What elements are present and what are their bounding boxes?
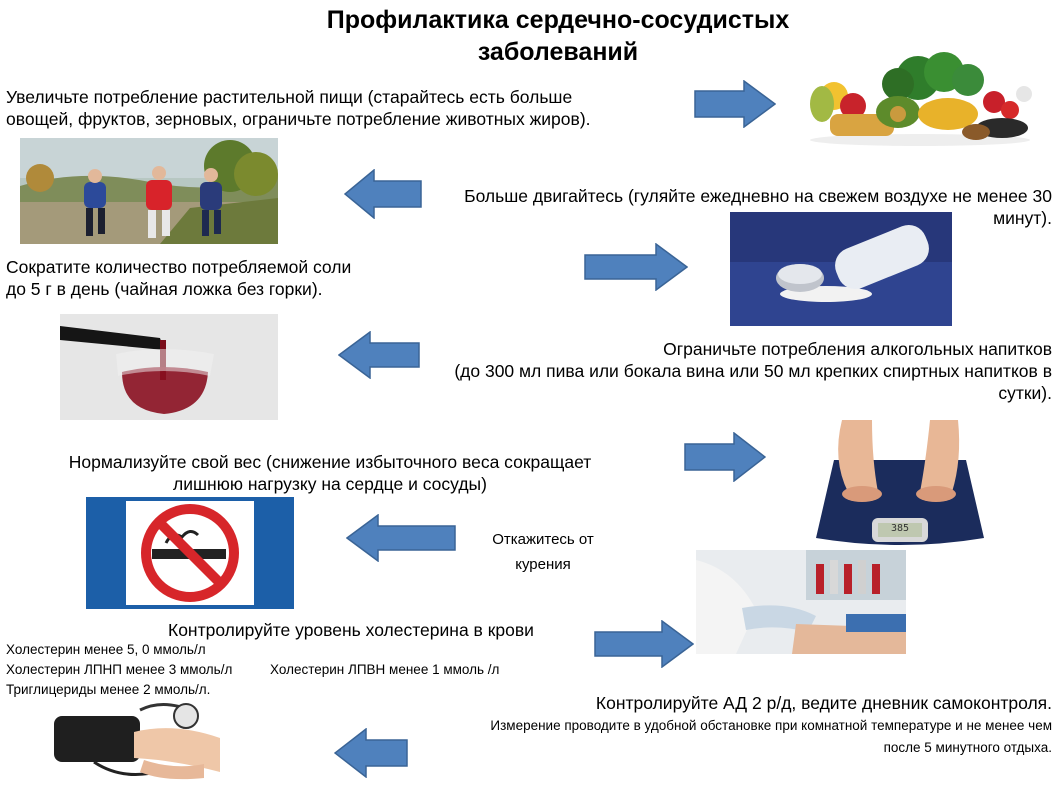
cholesterol-total: Холестерин менее 5, 0 ммоль/л [6,642,206,657]
triglycerides: Триглицериды менее 2 ммоль/л. [6,682,211,697]
scale-display: 385 [890,523,910,534]
plant-food-text: Увеличьте потребление растительной пищи (старайтесь есть больше овощей, фруктов, зерновых, ограничьте потребление животных жиров). [6,87,591,129]
arrow-left-icon [344,169,422,219]
arrow-right-icon [584,243,688,291]
cholesterol-ldl: Холестерин ЛПНП менее 3 ммоль/л [6,662,233,677]
arrow-left-icon [346,514,456,562]
smoking-text: Откажитесь от курения [492,531,594,573]
blood-pressure-heading: Контролируйте АД 2 р/д, ведите дневник самоконтроля. [595,693,1052,713]
alcohol-text: Ограничьте потребления алкогольных напитков (до 300 мл пива или бокала вина или 50 мл крепких спиртных напитков в сутки). [454,339,1052,403]
arrow-right-icon [694,80,776,128]
page-title-line1: Профилактика сердечно-сосудистых [326,6,790,34]
wine-glass-image [60,314,278,420]
blood-pressure-monitor-image [54,698,220,782]
blood-pressure-instructions: Измерение проводите в удобной обстановке при комнатной температуре и не менее чем после 5 минутного отдыха. [490,718,1052,755]
runners-image [20,138,278,244]
page-title-line2: заболеваний [477,38,639,66]
exercise-text: Больше двигайтесь (гуляйте ежедневно на свежем воздухе не менее 30 минут). [464,186,1052,228]
no-smoking-image [86,497,294,609]
cholesterol-heading: Контролируйте уровень холестерина в крови [168,620,534,640]
blood-test-image [696,550,906,654]
cholesterol-hdl: Холестерин ЛПВН менее 1 ммоль /л [270,662,500,677]
arrow-left-icon [338,331,420,379]
salt-text: Сократите количество потребляемой соли до 5 г в день (чайная ложка без горки). [6,257,352,299]
salt-shaker-image [730,212,952,326]
arrow-right-icon [684,432,766,482]
weight-text: Нормализуйте свой вес (снижение избыточного веса сокращает лишнюю нагрузку на сердце и сосуды) [68,452,592,494]
vegetables-image [798,48,1042,148]
arrow-left-icon [334,728,408,778]
arrow-right-icon [594,620,694,668]
